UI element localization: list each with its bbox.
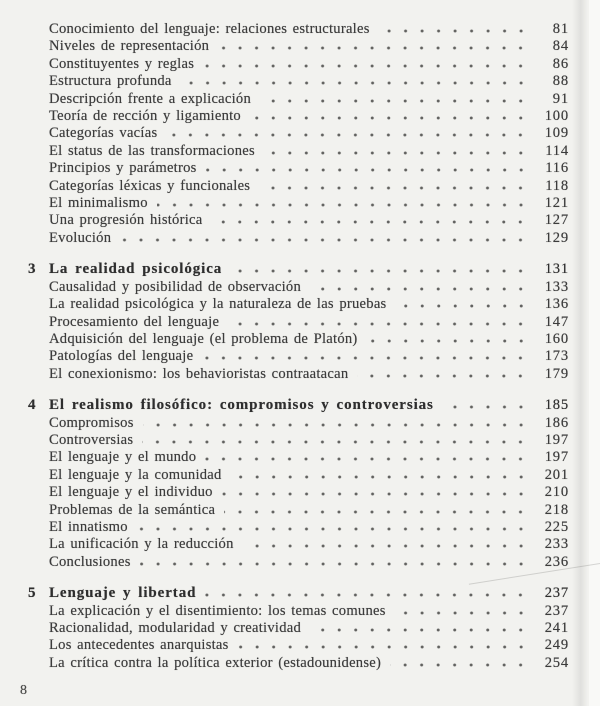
dot-leader (137, 527, 529, 531)
toc-row (48, 38, 569, 55)
toc-row (48, 21, 569, 38)
folio-page-number: 8 (20, 683, 27, 698)
dot-leader (395, 611, 529, 615)
toc-page-number: 237 (544, 585, 569, 602)
toc-page-number: 225 (544, 518, 569, 535)
toc-entry-label: El lenguaje y la comunidad (49, 466, 222, 483)
toc-page-number: 233 (544, 536, 569, 553)
toc-entry-label: Conocimiento del lenguaje: relaciones estructurales (49, 21, 370, 37)
toc-row (48, 296, 569, 313)
toc-page-number: 121 (544, 195, 569, 212)
toc-entry-label: Lenguaje y libertad (49, 585, 197, 602)
dot-leader (259, 186, 529, 190)
toc-row (48, 230, 569, 247)
toc-row (28, 261, 569, 278)
toc-row (48, 91, 569, 108)
toc-page-number: 236 (544, 553, 569, 570)
dot-leader (142, 440, 529, 444)
dot-leader (140, 562, 529, 566)
toc-entry-label: La realidad psicológica (49, 261, 223, 278)
toc-entry-label: Los antecedentes anarquistas (49, 637, 229, 654)
toc-entry-label: El lenguaje y el mundo (49, 449, 197, 466)
toc-page-number: 88 (552, 73, 569, 90)
toc-page-number: 173 (544, 348, 569, 365)
toc-page-number: 237 (544, 602, 569, 619)
toc-row (48, 603, 569, 620)
dot-leader (264, 151, 529, 155)
dot-leader (203, 64, 529, 68)
toc-row (48, 467, 569, 484)
toc-row (48, 73, 569, 90)
toc-entry-label: Compromisos (49, 414, 134, 431)
toc-page-number: 133 (544, 278, 569, 295)
toc-page-number: 100 (544, 108, 569, 125)
toc-entry-label: Patologías del lenguaje (49, 348, 194, 365)
toc-entry-label: Una progresión histórica (49, 212, 203, 229)
toc-row (48, 536, 569, 553)
dot-leader (166, 133, 529, 137)
dot-leader (367, 339, 529, 343)
toc-entry-label: El minimalismo (49, 195, 148, 212)
dot-leader (379, 29, 529, 33)
dot-leader (205, 593, 529, 597)
toc-page-number: 131 (544, 261, 569, 278)
toc-page-number: 147 (544, 313, 569, 330)
toc-row (48, 125, 569, 142)
toc-entry-label: Principios y parámetros (49, 160, 197, 177)
toc-page-number: 91 (552, 90, 569, 107)
toc-entry-label: Descripción frente a explicación (49, 90, 252, 107)
chapter-number: 3 (28, 261, 37, 278)
toc-entry-label: La explicación y el disentimiento: los temas comunes (49, 602, 386, 619)
toc-row (48, 449, 569, 466)
toc-page-number: 109 (544, 125, 569, 142)
toc-page-number: 179 (544, 365, 569, 382)
toc-entry-label: Problemas de la semántica (49, 501, 216, 518)
toc-row (48, 415, 569, 432)
toc-entry-label: Evolución (49, 229, 112, 246)
dot-leader (202, 356, 529, 360)
toc-page-number: 129 (544, 229, 569, 246)
toc-entry-label: La unificación y la reducción (49, 536, 234, 553)
toc-page-number: 249 (544, 637, 569, 654)
toc-entry-label: El innatismo (49, 518, 128, 535)
dot-leader (260, 99, 529, 103)
toc-page-number: 254 (544, 654, 569, 671)
toc-entry-label: Categorías vacías (49, 125, 158, 142)
toc-page-number: 118 (545, 177, 569, 194)
toc-page-number: 136 (544, 296, 569, 313)
toc-row (48, 279, 569, 296)
table-of-contents (0, 21, 600, 672)
toc-page-number: 197 (544, 449, 569, 466)
chapter-number: 5 (28, 585, 37, 602)
dot-leader (231, 269, 529, 273)
toc-page-number: 116 (545, 160, 569, 177)
toc-entry-label: Controversias (49, 431, 134, 448)
toc-row (48, 143, 569, 160)
toc-entry-label: La realidad psicológica y la naturaleza de las pruebas (49, 296, 387, 313)
toc-page-number: 127 (544, 212, 569, 229)
toc-page-number: 84 (552, 38, 569, 55)
dot-leader (120, 238, 529, 242)
toc-page-number: 218 (544, 501, 569, 518)
toc-entry-label: Teoría de rección y ligamiento (49, 108, 241, 125)
toc-row (48, 178, 569, 195)
toc-entry-label: Procesamiento del lenguaje (49, 313, 220, 330)
dot-leader (310, 628, 529, 632)
dot-leader (224, 510, 529, 514)
toc-entry-label: Estructura profunda (49, 73, 172, 90)
toc-entry-label: El conexionismo: los behavioristas contraatacan (49, 365, 349, 382)
chapter-number: 4 (28, 397, 37, 414)
toc-page-number: 81 (552, 21, 569, 37)
toc-row (48, 519, 569, 536)
dot-leader (206, 168, 529, 172)
toc-row (48, 620, 569, 637)
toc-page-number: 114 (545, 142, 569, 159)
toc-entry-label: Constituyentes y reglas (49, 55, 195, 72)
toc-entry-label: La crítica contra la política exterior (estadounidense) (49, 654, 382, 671)
toc-row (48, 655, 569, 672)
toc-page-number: 197 (544, 431, 569, 448)
dot-leader (218, 46, 529, 50)
toc-row (48, 348, 569, 365)
toc-entry-label: Categorías léxicas y funcionales (49, 177, 251, 194)
toc-page-number: 186 (544, 414, 569, 431)
dot-leader (250, 116, 529, 120)
dot-leader (222, 492, 529, 496)
dot-leader (357, 374, 529, 378)
toc-row (48, 108, 569, 125)
toc-row (48, 432, 569, 449)
toc-row (48, 195, 569, 212)
toc-page-number: 210 (544, 484, 569, 501)
toc-row (48, 502, 569, 519)
toc-row (28, 397, 569, 414)
toc-entry-label: El realismo filosófico: compromisos y controversias (49, 397, 434, 414)
toc-row (28, 585, 569, 602)
dot-leader (396, 304, 530, 308)
toc-row (48, 331, 569, 348)
toc-page-number: 86 (552, 55, 569, 72)
toc-row (48, 212, 569, 229)
toc-row (48, 160, 569, 177)
toc-page-number: 160 (544, 330, 569, 347)
toc-page-number: 185 (544, 397, 569, 414)
dot-leader (231, 475, 529, 479)
toc-page-number: 201 (544, 466, 569, 483)
dot-leader (181, 81, 529, 85)
dot-leader (243, 544, 529, 548)
dot-leader (238, 645, 529, 649)
toc-row (48, 637, 569, 654)
toc-entry-label: Niveles de representación (49, 38, 210, 55)
toc-row (48, 366, 569, 383)
dot-leader (205, 457, 529, 461)
toc-row (48, 56, 569, 73)
toc-entry-label: El lenguaje y el individuo (49, 484, 213, 501)
dot-leader (310, 287, 529, 291)
toc-entry-label: El status de las transformaciones (49, 142, 255, 159)
dot-leader (228, 322, 529, 326)
dot-leader (157, 203, 529, 207)
toc-row (48, 484, 569, 501)
toc-entry-label: Causalidad y posibilidad de observación (49, 278, 302, 295)
dot-leader (143, 423, 529, 427)
toc-page-number: 241 (544, 620, 569, 636)
toc-entry-label: Conclusiones (49, 553, 131, 570)
toc-row (48, 554, 569, 571)
toc-entry-label: Adquisición del lenguaje (el problema de Platón) (49, 330, 358, 347)
toc-entry-label: Racionalidad, modularidad y creatividad (49, 620, 302, 636)
dot-leader (211, 220, 529, 224)
toc-row (48, 314, 569, 331)
dot-leader (443, 405, 529, 409)
dot-leader (390, 663, 529, 667)
